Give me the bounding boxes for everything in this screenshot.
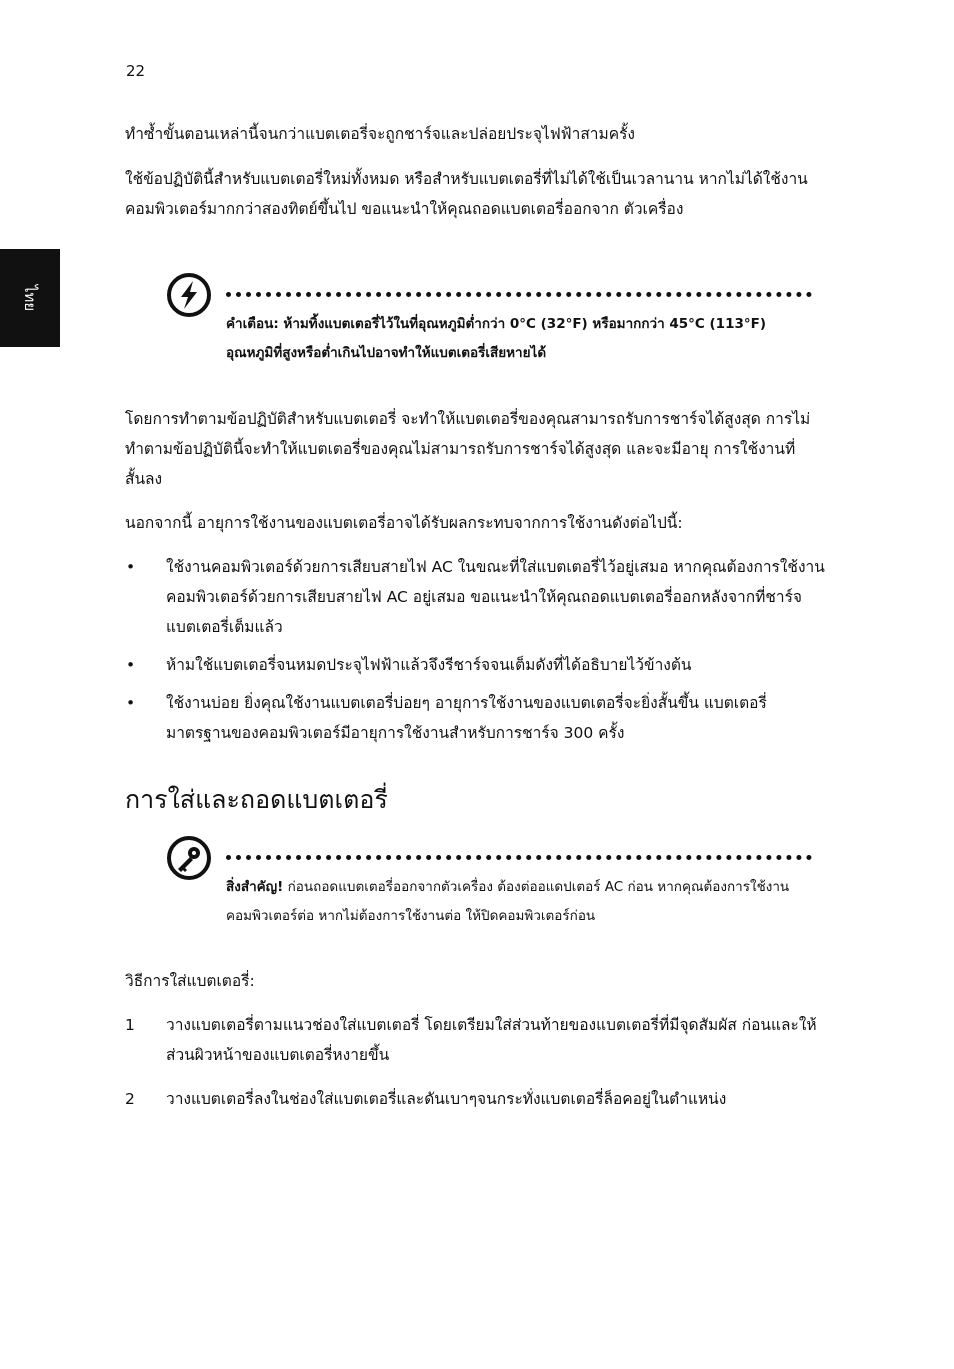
list-item: • ใช้งานคอมพิวเตอร์ด้วยการเสียบสายไฟ AC ในขณะที่ใส่แบตเตอรี่ไว้อยู่เสมอ หากคุณต้องการใช้งานคอมพิวเตอร์ด้วยการเสียบสายไฟ AC อยู่เสมอ ขอแนะนำให้คุณถอดแบตเตอรี่ออกหลังจากที่ชาร์จแบตเตอรี่เต็มแล้ว [125,552,825,642]
warning-lightning-icon [166,272,212,318]
step-number: 2 [125,1090,135,1108]
warning-text: คำเตือน: ห้ามทิ้งแบตเตอรี่ไว้ในที่อุณหภูมิต่ำกว่า 0°C (32°F) หรือมากกว่า 45°C (113°F) อุณหภูมิที่สูงหรือต่ำเกินไปอาจทำให้แบตเตอรี่เสียหายได้ [226,316,767,361]
paragraph-repeat-cycle: ทำซ้ำขั้นตอนเหล่านี้จนกว่าแบตเตอรี่จะถูกชาร์จและปล่อยประจุไฟฟ้าสามครั้ง [125,125,635,143]
step-text: วางแบตเตอรี่ลงในช่องใส่แบตเตอรี่และดันเบาๆจนกระทั่งแบตเตอรี่ล็อคอยู่ในตำแหน่ง [166,1090,727,1108]
language-tab [0,249,60,347]
key-icon [166,835,212,881]
battery-usage-list [125,552,825,748]
language-tab-label: ไทย [21,284,39,312]
important-body: ก่อนถอดแบตเตอรี่ออกจากตัวเครื่อง ต้องต่ออแดปเตอร์ AC ก่อน หากคุณต้องการใช้งานคอมพิวเตอร์ต่อ หากไม่ต้องการใช้งานต่อ ให้ปิดคอมพิวเตอร์ก่อน [226,879,790,924]
step-text: วางแบตเตอรี่ตามแนวช่องใส่แบตเตอรี่ โดยเตรียมใส่ส่วนท้ายของแบตเตอรี่ที่มีจุดสัมผัส ก่อนและให้ส่วนผิวหน้าของแบตเตอรี่หงายขึ้น [166,1016,817,1064]
section-title: การใส่และถอดแบตเตอรี่ [125,785,388,814]
list-item [125,1010,825,1070]
notice-divider [226,292,812,297]
notice-divider [226,855,812,860]
steps-intro: วิธีการใส่แบตเตอรี่: [125,972,255,990]
page-number: 22 [126,62,146,80]
paragraph-battery-life-factors: นอกจากนี้ อายุการใช้งานของแบตเตอรี่อาจได้รับผลกระทบจากการใช้งานดังต่อไปนี้: [125,514,683,532]
paragraph-battery-practice: โดยการทำตามข้อปฏิบัติสำหรับแบตเตอรี่ จะทำให้แบตเตอรี่ของคุณสามารถรับการชาร์จได้สูงสุด การไม่ทำตามข้อปฏิบัตินี้จะทำให้แบตเตอรี่ของคุณไม่สามารถรับการชาร์จได้สูงสุด และจะมีอายุ การใช้งานที่สั้นลง [125,410,811,488]
important-notice [166,835,812,935]
step-number: 1 [125,1016,135,1034]
important-label: สิ่งสำคัญ! [226,879,284,895]
list-item [125,1084,825,1114]
list-item: • ใช้งานบ่อย ยิ่งคุณใช้งานแบตเตอรี่บ่อยๆ อายุการใช้งานของแบตเตอรี่จะยิ่งสั้นขึ้น แบตเตอรี่มาตรฐานของคอมพิวเตอร์มีอายุการใช้งานสำหรับการชาร์จ 300 ครั้ง [125,688,825,748]
list-item: • ห้ามใช้แบตเตอรี่จนหมดประจุไฟฟ้าแล้วจึงรีชาร์จจนเต็มดังที่ได้อธิบายไว้ข้างต้น [125,650,825,680]
paragraph-new-battery: ใช้ข้อปฏิบัตินี้สำหรับแบตเตอรี่ใหม่ทั้งหมด หรือสำหรับแบตเตอรี่ที่ไม่ได้ใช้เป็นเวลานาน หากไม่ได้ใช้งานคอมพิวเตอร์มากกว่าสองทิตย์ขึ้นไป ขอแนะนำให้คุณถอดแบตเตอรี่ออกจาก ตัวเครื่อง [125,170,808,218]
important-text [226,873,812,931]
insert-battery-steps [125,1010,825,1114]
warning-notice [166,272,812,372]
